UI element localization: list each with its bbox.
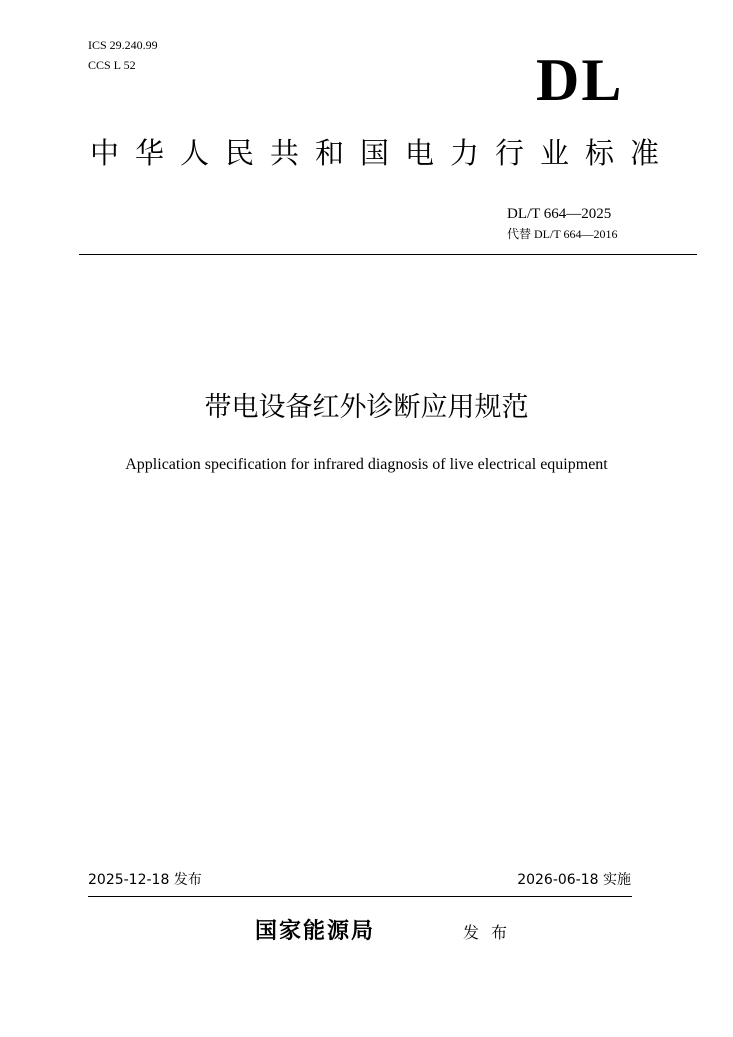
footer-divider <box>88 896 632 897</box>
publication-date: 2025-12-18 发布 <box>88 872 202 888</box>
ccs-code: CCS L 52 <box>88 58 136 72</box>
dl-logo: DL <box>536 47 624 113</box>
ics-code: ICS 29.240.99 <box>88 38 158 52</box>
issuing-industry-heading: 中华人民共和国电力行业标准 <box>90 136 676 170</box>
title-chinese: 带电设备红外诊断应用规范 <box>204 392 529 423</box>
title-english: Application specification for infrared diagnosis of live electrical equipment <box>125 456 608 473</box>
implementation-date: 2026-06-18 实施 <box>517 872 631 888</box>
issue-label: 发布 <box>463 923 520 942</box>
standard-number: DL/T 664—2025 <box>507 206 612 222</box>
header-divider <box>79 254 697 255</box>
replaced-standard: 代替 DL/T 664—2016 <box>507 227 618 241</box>
issuing-authority: 国家能源局 <box>255 919 376 944</box>
